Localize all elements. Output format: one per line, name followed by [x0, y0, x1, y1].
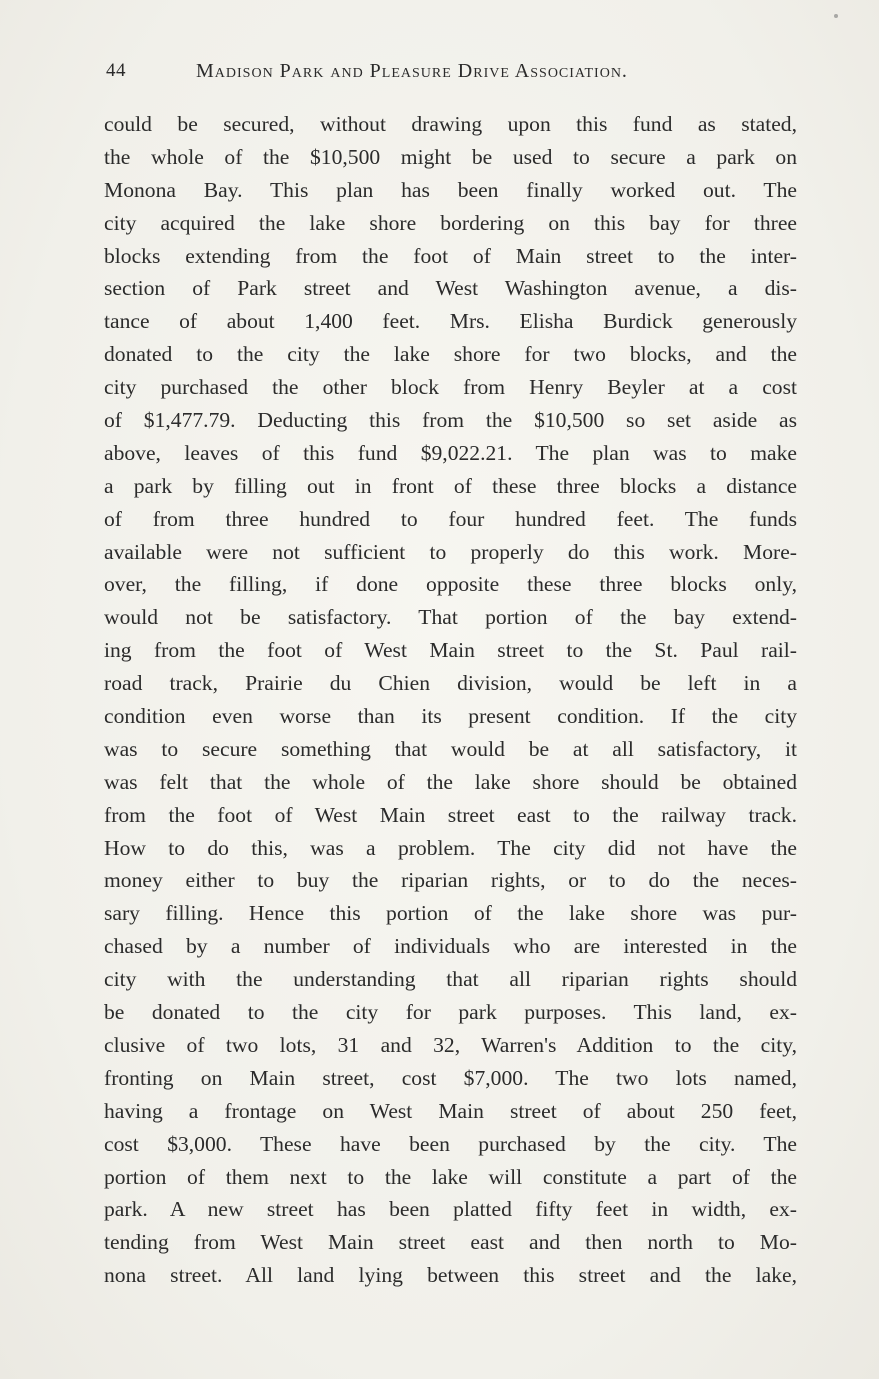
text-line: was felt that the whole of the lake shore should be obtained [104, 769, 797, 794]
text-line: section of Park street and West Washington avenue, a dis- [104, 276, 797, 301]
text-line: could be secured, without drawing upon this fund as stated, [104, 112, 797, 136]
text-line: city purchased the other block from Henry Beyler at a cost [104, 375, 797, 400]
page-header [106, 60, 796, 86]
text-line: over, the filling, if done opposite these three blocks only, [104, 572, 797, 597]
text-line: available were not sufficient to properly do this work. More- [104, 539, 797, 564]
text-line: of from three hundred to four hundred feet. The funds [104, 506, 797, 531]
text-line: ing from the foot of West Main street to the St. Paul rail- [104, 638, 797, 663]
text-line: from the foot of West Main street east to the railway track. [104, 802, 797, 827]
text-line: a park by filling out in front of these three blocks a distance [104, 473, 797, 498]
text-line: city acquired the lake shore bordering on this bay for three [104, 210, 797, 235]
page-number: 44 [106, 60, 126, 81]
text-line: chased by a number of individuals who are interested in the [104, 934, 797, 959]
text-line: cost $3,000. These have been purchased by the city. The [104, 1131, 797, 1156]
text-line: would not be satisfactory. That portion of the bay extend- [104, 605, 797, 630]
text-line: tance of about 1,400 feet. Mrs. Elisha Burdick generously [104, 309, 797, 334]
text-line: sary filling. Hence this portion of the lake shore was pur- [104, 901, 797, 926]
text-line: was to secure something that would be at all satisfactory, it [104, 736, 797, 761]
text-line: above, leaves of this fund $9,022.21. The plan was to make [104, 440, 797, 465]
text-line: condition even worse than its present condition. If the city [104, 704, 797, 729]
text-line: fronting on Main street, cost $7,000. The two lots named, [104, 1065, 797, 1090]
running-head: Madison Park and Pleasure Drive Association. [196, 60, 628, 82]
text-line: nona street. All land lying between this street and the lake, [104, 1263, 797, 1288]
text-line: the whole of the $10,500 might be used to secure a park on [104, 144, 797, 169]
text-line: tending from West Main street east and then north to Mo- [104, 1230, 797, 1255]
text-line: be donated to the city for park purposes. This land, ex- [104, 1000, 797, 1025]
text-line: road track, Prairie du Chien division, would be left in a [104, 671, 797, 696]
text-line: How to do this, was a problem. The city did not have the [104, 835, 797, 860]
text-line: money either to buy the riparian rights, or to do the neces- [104, 868, 797, 893]
text-line: blocks extending from the foot of Main street to the inter- [104, 243, 797, 268]
text-line: park. A new street has been platted fifty feet in width, ex- [104, 1197, 797, 1222]
text-line: portion of them next to the lake will constitute a part of the [104, 1164, 797, 1189]
text-line: Monona Bay. This plan has been finally worked out. The [104, 177, 797, 202]
text-line: having a frontage on West Main street of about 250 feet, [104, 1098, 797, 1123]
paper-speck [834, 14, 838, 18]
text-line: city with the understanding that all riparian rights should [104, 967, 797, 992]
text-line: clusive of two lots, 31 and 32, Warren's Addition to the city, [104, 1032, 797, 1057]
text-line: of $1,477.79. Deducting this from the $10,500 so set aside as [104, 408, 797, 433]
body-text [104, 108, 797, 1292]
text-line: donated to the city the lake shore for two blocks, and the [104, 342, 797, 367]
